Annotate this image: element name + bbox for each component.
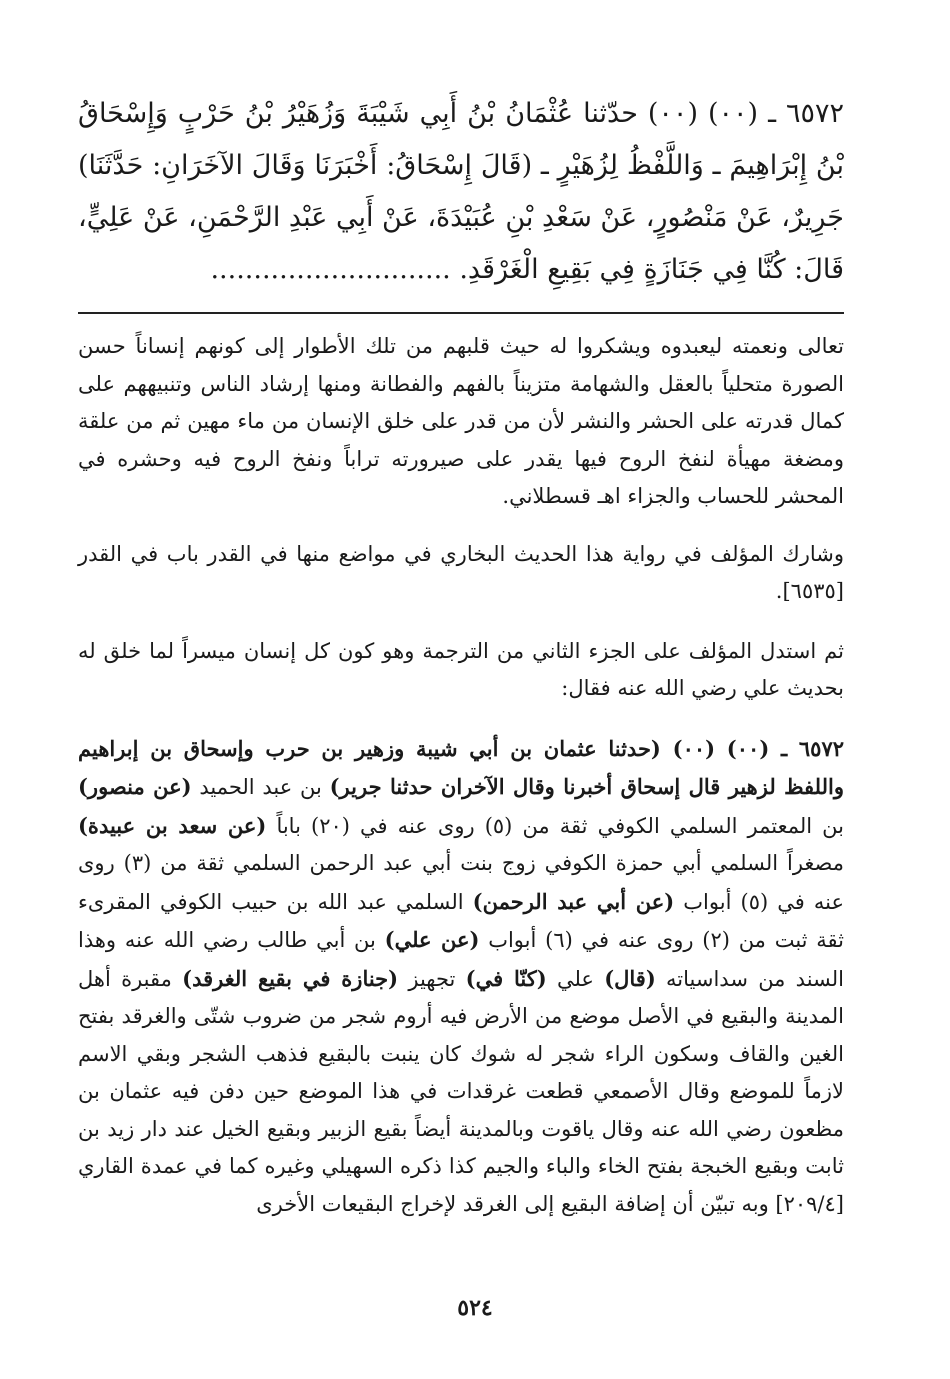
isnad-quote: (عن سعد بن عبيدة) [78, 812, 267, 838]
narrator-note: بن أبي طالب رضي الله عنه وهذا السند من سداسياته [78, 928, 845, 991]
narrator-note: تجهيز [398, 966, 466, 991]
narrator-note: بن عبد الحميد [191, 775, 330, 799]
narrator-note: علي [546, 966, 605, 991]
commentary-paragraph-2: وشارك المؤلف في رواية هذا الحديث البخاري في مواضع منها في القدر باب في القدر [٦٥٣٥]. [78, 541, 844, 603]
narrator-note: السلمي عبد الله بن حبيب الكوفي المقرىء ثقة ثبت من (٢) روى عنه في (٦) أبواب [78, 889, 844, 952]
explanation-text: مقبرة أهل المدينة والبقيع في الأصل موضع من الأرض فيه أروم شجر من ضروب شتّى والغرقد بفتح الغين والقاف وسكون الراء شجر له شوك كان ينبت بالبقيع فذهب الشجر وبقي الاسم لازماً للموضع وقال الأصمعي قطعت غرقدات في هذا الموضع حين دفن فيه عثمان بن مظعون رضي الله عنه وقال ياقوت وبالمدينة أيضاً بقيع الزبير وبقيع الخيل عند دار زيد بن ثابت وبقيع الخبجة بفتح الخاء والباء والجيم كذا ذكره السهيلي وغيره كما في عمدة القاري [٢٠٩/٤] وبه تبيّن أن إضافة البقيع إلى الغرقد لإخراج البقيعات الأخرى [78, 966, 844, 1216]
commentary-paragraph-1: تعالى ونعمته ليعبدوه ويشكروا له حيث قلبهم من تلك الأطوار إلى كونهم إنساناً حسن الصورة متحلياً بالعقل والشهامة متزيناً بالفهم والفطانة ومنها إرشاد الناس وتنبيههم على كمال قدرته على الحشر والنشر لأن من قدر على خلق الإنسان من ماء مهين ثم من علقة ومضغة مهيأة لنفخ الروح فيها يقدر على صيرورته تراباً ونفخ الروح فيه وحشره في المحشر للحساب والجزاء اهـ قسطلاني. [78, 334, 844, 508]
isnad-quote: (عن علي) [384, 927, 480, 952]
matn-quote: (جنازة في بقيع الغرقد) [182, 965, 399, 991]
isnad-quote: (عن منصور) [78, 774, 192, 799]
narrator-note: مصغراً السلمي أبي حمزة الكوفي زوج بنت أبي عبد الرحمن السلمي ثقة من (٣) روى عنه في (٥) أبواب [78, 851, 844, 914]
page-number: ٥٢٤ [457, 1295, 493, 1321]
isnad-quote: ٦٥٧٢ ـ (٠٠) (٠٠) (حدثنا عثمان بن أبي شيبة وزهير بن حرب وإسحاق بن إبراهيم واللفظ لزهير قال إسحاق أخبرنا وقال الآخران حدثنا جرير) [78, 735, 845, 799]
matn-quote: (كنّا في) [465, 965, 547, 991]
commentary-paragraph-4 [78, 730, 844, 1224]
matn-quote: (قال) [604, 965, 656, 991]
hadith-text: ٦٥٧٢ ـ (٠٠) (٠٠) حدّثنا عُثْمَانُ بْنُ أَبِي شَيْبَةَ وَزُهَيْرُ بْنُ حَرْبٍ وَإِسْحَاقُ بْنُ إِبْرَاهِيمَ ـ وَاللَّفْظُ لِزُهَيْرٍ ـ (قَالَ إِسْحَاقُ: أَخْبَرَنَا وَقَالَ الآخَرَانِ: حَدَّثَنَا) جَرِيرٌ، عَنْ مَنْصُورٍ، عَنْ سَعْدِ بْنِ عُبَيْدَةَ، عَنْ أَبِي عَبْدِ الرَّحْمَنِ، عَنْ عَلِيٍّ، قَالَ: كُنَّا فِي جَنَازَةٍ فِي بَقِيعِ الْغَرْقَدِ. ............................ [78, 98, 844, 285]
isnad-quote: (عن أبي عبد الرحمن) [472, 888, 675, 914]
narrator-note: بن المعتمر السلمي الكوفي ثقة من (٥) روى عنه في (٢٠) باباً [266, 813, 845, 838]
commentary-paragraph-3: ثم استدل المؤلف على الجزء الثاني من الترجمة وهو كون كل إنسان ميسراً لما خلق له بحديث علي رضي الله عنه فقال: [78, 638, 844, 700]
commentary [78, 328, 844, 1223]
separator-line [78, 312, 844, 314]
